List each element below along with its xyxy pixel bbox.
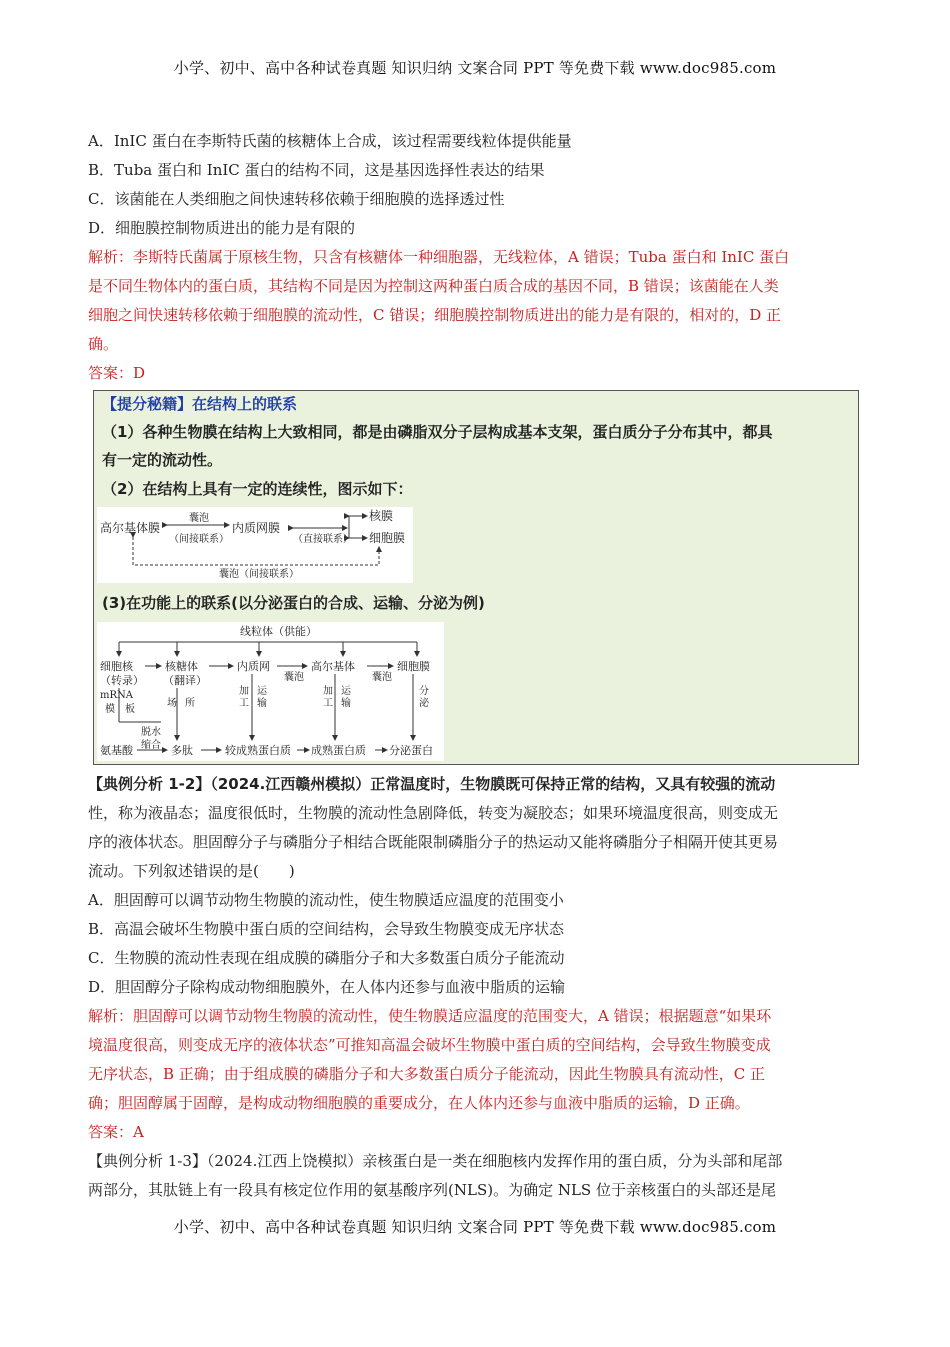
cell-membrane-label: 细胞膜	[397, 660, 430, 673]
secrete-label-2: 泌	[419, 698, 429, 709]
transcribe-label: （转录）	[100, 674, 144, 687]
nuclear-membrane-label: 核膜	[369, 509, 394, 523]
q2-option-a: A．胆固醇可以调节动物生物膜的流动性，使生物膜适应温度的范围变小	[88, 891, 564, 909]
q3-stem-line: 两部分，其肽链上有一段具有核定位作用的氨基酸序列(NLS)。为确定 NLS 位于亲核蛋白的头部还是尾	[88, 1181, 776, 1199]
immature-protein-label: 较成熟蛋白质	[225, 744, 291, 757]
tip-point-1a: （1）各种生物膜在结构上大致相同，都是由磷脂双分子层构成基本支架，蛋白质分子分布其中，都具	[102, 423, 773, 441]
process-label-2: 工	[239, 698, 249, 709]
cell-membrane-label: 细胞膜	[369, 531, 406, 545]
mitochondria-label: 线粒体（供能）	[240, 625, 317, 638]
transport-label-4: 输	[341, 698, 351, 709]
q1-option-b: B．Tuba 蛋白和 InIC 蛋白的结构不同，这是基因选择性表达的结果	[88, 161, 545, 179]
tip-title: 【提分秘籍】在结构上的联系	[102, 395, 298, 413]
er-membrane-label: 内质网膜	[232, 521, 281, 535]
q1-analysis-line: 解析：李斯特氏菌属于原核生物，只含有核糖体一种细胞器，无线粒体，A 错误；Tuba 蛋白和 InIC 蛋白	[88, 248, 790, 266]
golgi-label: 高尔基体	[311, 660, 355, 673]
template-label-2: 板	[125, 704, 135, 715]
q2-analysis-line: 解析：胆固醇可以调节动物生物膜的流动性，使生物膜适应温度的范围变大，A 错误；根据题意“如果环	[88, 1007, 772, 1025]
secretory-protein-diagram	[97, 622, 444, 761]
q2-stem-line: 序的液体状态。胆固醇分子与磷脂分子相结合既能限制磷脂分子的热运动又能将磷脂分子相隔开使其更易	[88, 833, 779, 851]
tip-point-2: （2）在结构上具有一定的连续性，图示如下：	[102, 480, 413, 498]
tip-point-3: (3)在功能上的联系(以分泌蛋白的合成、运输、分泌为例)	[102, 594, 485, 612]
process-label-1: 加	[239, 686, 249, 697]
q2-option-b: B．高温会破坏生物膜中蛋白质的空间结构，会导致生物膜变成无序状态	[88, 920, 565, 938]
transport-label-1: 运	[257, 686, 267, 697]
secreted-protein-label: 分泌蛋白	[389, 744, 433, 757]
q1-option-a: A．InIC 蛋白在李斯特氏菌的核糖体上合成，该过程需要线粒体提供能量	[88, 132, 572, 150]
golgi-membrane-label: 高尔基体膜	[100, 521, 161, 535]
bottom-vesicle-label: 囊泡（间接联系）	[219, 569, 299, 580]
q2-block	[88, 770, 863, 1205]
q1-block	[88, 127, 863, 388]
q2-option-c: C．生物膜的流动性表现在组成膜的磷脂分子和大多数蛋白质分子能流动	[88, 949, 565, 967]
q2-analysis-line: 无序状态，B 正确；由于组成膜的磷脂分子和大多数蛋白质分子能流动，因此生物膜具有流动性，C 正	[88, 1065, 766, 1083]
er-label: 内质网	[237, 660, 270, 673]
process-label-3: 加	[323, 686, 333, 697]
q1-option-c: C．该菌能在人类细胞之间快速转移依赖于细胞膜的选择透过性	[88, 190, 505, 208]
q2-stem-line: 性，称为液晶态；温度很低时，生物膜的流动性急剧降低，转变为凝胶态；如果环境温度很高，则变成无	[88, 804, 779, 822]
secrete-label-1: 分	[419, 686, 429, 697]
vesicle-label: 囊泡	[189, 513, 209, 524]
nucleus-label: 细胞核	[100, 660, 133, 673]
page-footer: 小学、初中、高中各种试卷真题 知识归纳 文案合同 PPT 等免费下载 www.doc985.com	[173, 1218, 777, 1236]
q2-stem-line: 流动。下列叙述错误的是( )	[88, 862, 295, 880]
q1-analysis-line: 是不同生物体内的蛋白质，其结构不同是因为控制这两种蛋白质合成的基因不同，B 错误；该菌能在人类	[88, 277, 779, 295]
template-label-1: 模	[105, 704, 115, 715]
q2-option-d: D．胆固醇分子除构成动物细胞膜外，在人体内还参与血液中脂质的运输	[88, 978, 566, 996]
q2-stem-text: 【典例分析 1-2】（2024.江西赣州模拟）正常温度时，生物膜既可保持正常的结构，又具有较强的流动	[88, 775, 776, 793]
dehydrate-label-2: 缩合	[141, 740, 161, 751]
transport-label-2: 输	[257, 698, 267, 709]
q1-option-d: D．细胞膜控制物质进出的能力是有限的	[88, 219, 356, 237]
q2-analysis-line: 确；胆固醇属于固醇，是构成动物细胞膜的重要成分，在人体内还参与血液中脂质的运输，D 正确。	[88, 1094, 750, 1112]
q1-analysis-line: 细胞之间快速转移依赖于细胞膜的流动性，C 错误；细胞膜控制物质进出的能力是有限的，相对的，D 正	[88, 306, 782, 324]
q2-stem-line	[88, 770, 863, 799]
q2-answer: 答案：A	[88, 1123, 144, 1141]
vesicle-label: 囊泡	[284, 672, 304, 683]
vesicle-label: 囊泡	[372, 672, 392, 683]
q1-analysis-line: 确。	[88, 335, 119, 353]
process-label-4: 工	[323, 698, 333, 709]
site-label-1: 场	[167, 698, 177, 709]
direct-label: （直接联系）	[293, 534, 353, 545]
mrna-label: mRNA	[100, 690, 133, 701]
q1-answer: 答案：D	[88, 364, 146, 382]
transport-label-3: 运	[341, 686, 351, 697]
site-label-2: 所	[185, 698, 195, 709]
page-header: 小学、初中、高中各种试卷真题 知识归纳 文案合同 PPT 等免费下载 www.doc985.com	[173, 59, 777, 77]
dehydrate-label-1: 脱水	[141, 727, 161, 738]
q2-analysis-line: 境温度很高，则变成无序的液体状态”可推知高温会破坏生物膜中蛋白质的空间结构，会导致生物膜变成	[88, 1036, 771, 1054]
tip-point-1b: 有一定的流动性。	[102, 451, 223, 469]
tip-box	[93, 390, 859, 765]
indirect-label: （间接联系）	[169, 534, 229, 545]
ribosome-label: 核糖体	[165, 660, 198, 673]
mature-protein-label: 成熟蛋白质	[311, 744, 366, 757]
membrane-structure-diagram	[97, 507, 413, 583]
q3-stem-line: 【典例分析 1-3】（2024.江西上饶模拟）亲核蛋白是一类在细胞核内发挥作用的蛋白质，分为头部和尾部	[88, 1152, 783, 1170]
polypeptide-label: 多肽	[171, 744, 193, 757]
translate-label: （翻译）	[163, 674, 207, 687]
amino-acid-label: 氨基酸	[100, 744, 133, 757]
